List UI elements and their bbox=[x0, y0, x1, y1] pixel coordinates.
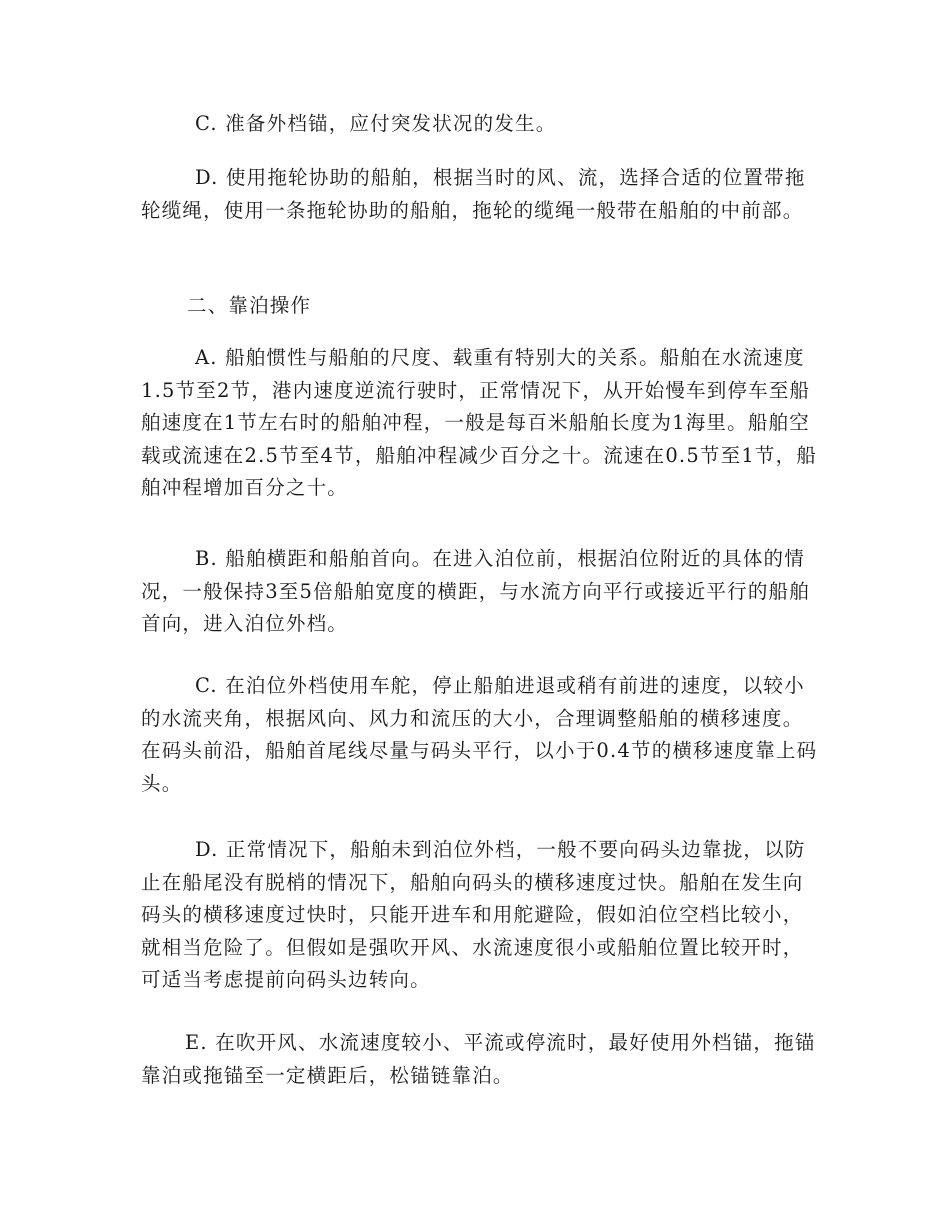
paragraph-c-prepare-anchor: C. 准备外档锚，应付突发状况的发生。 bbox=[195, 112, 557, 135]
paragraph-a-inertia: A. 船舶惯性与船舶的尺度、载重有特别大的关系。船舶在水流速度1.5节至2节，港内速度逆流行驶时，正常情况下，从开始慢车到停车至船舶速度在1节左右时的船舶冲程，一般是每百米船舶长度为1海里。船舶空载或流速在2.5节至4节，船舶冲程减少百分之十。流速在0.5节至1节，船舶冲程增加百分之十。 bbox=[141, 346, 818, 499]
paragraph-d-normal-conditions: D. 正常情况下，船舶未到泊位外档，一般不要向码头边靠拢，以防止在船尾没有脱梢的情况下，船舶向码头的横移速度过快。船舶在发生向码头的横移速度过快时，只能开进车和用舵避险，假如泊位空档比较小，就相当危险了。但假如是强吹开风、水流速度很小或船舶位置比较开时，可适当考虑提前向码头边转向。 bbox=[141, 838, 806, 991]
section-heading-berthing: 二、靠泊操作 bbox=[187, 294, 312, 317]
paragraph-d-tug-assist: D. 使用拖轮协助的船舶，根据当时的风、流，选择合适的位置带拖轮缆绳，使用一条拖轮协助的船舶，拖轮的缆绳一般带在船舶的中前部。 bbox=[141, 166, 806, 222]
paragraph-b-lateral-distance: B. 船舶横距和船舶首向。在进入泊位前，根据泊位附近的具体的情况，一般保持3至5倍船舶宽度的横距，与水流方向平行或接近平行的船舶首向，进入泊位外档。 bbox=[141, 547, 810, 635]
paragraph-c-engine-rudder: C. 在泊位外档使用车舵，停止船舶进退或稍有前进的速度，以较小的水流夹角，根据风向、风力和流压的大小，合理调整船舶的横移速度。在码头前沿，船舶首尾线尽量与码头平行，以小于0.4节的横移速度靠上码头。 bbox=[141, 674, 818, 795]
paragraph-e-outer-anchor: E. 在吹开风、水流速度较小、平流或停流时，最好使用外档锚，拖锚靠泊或拖锚至一定横距后，松锚链靠泊。 bbox=[141, 1031, 816, 1087]
